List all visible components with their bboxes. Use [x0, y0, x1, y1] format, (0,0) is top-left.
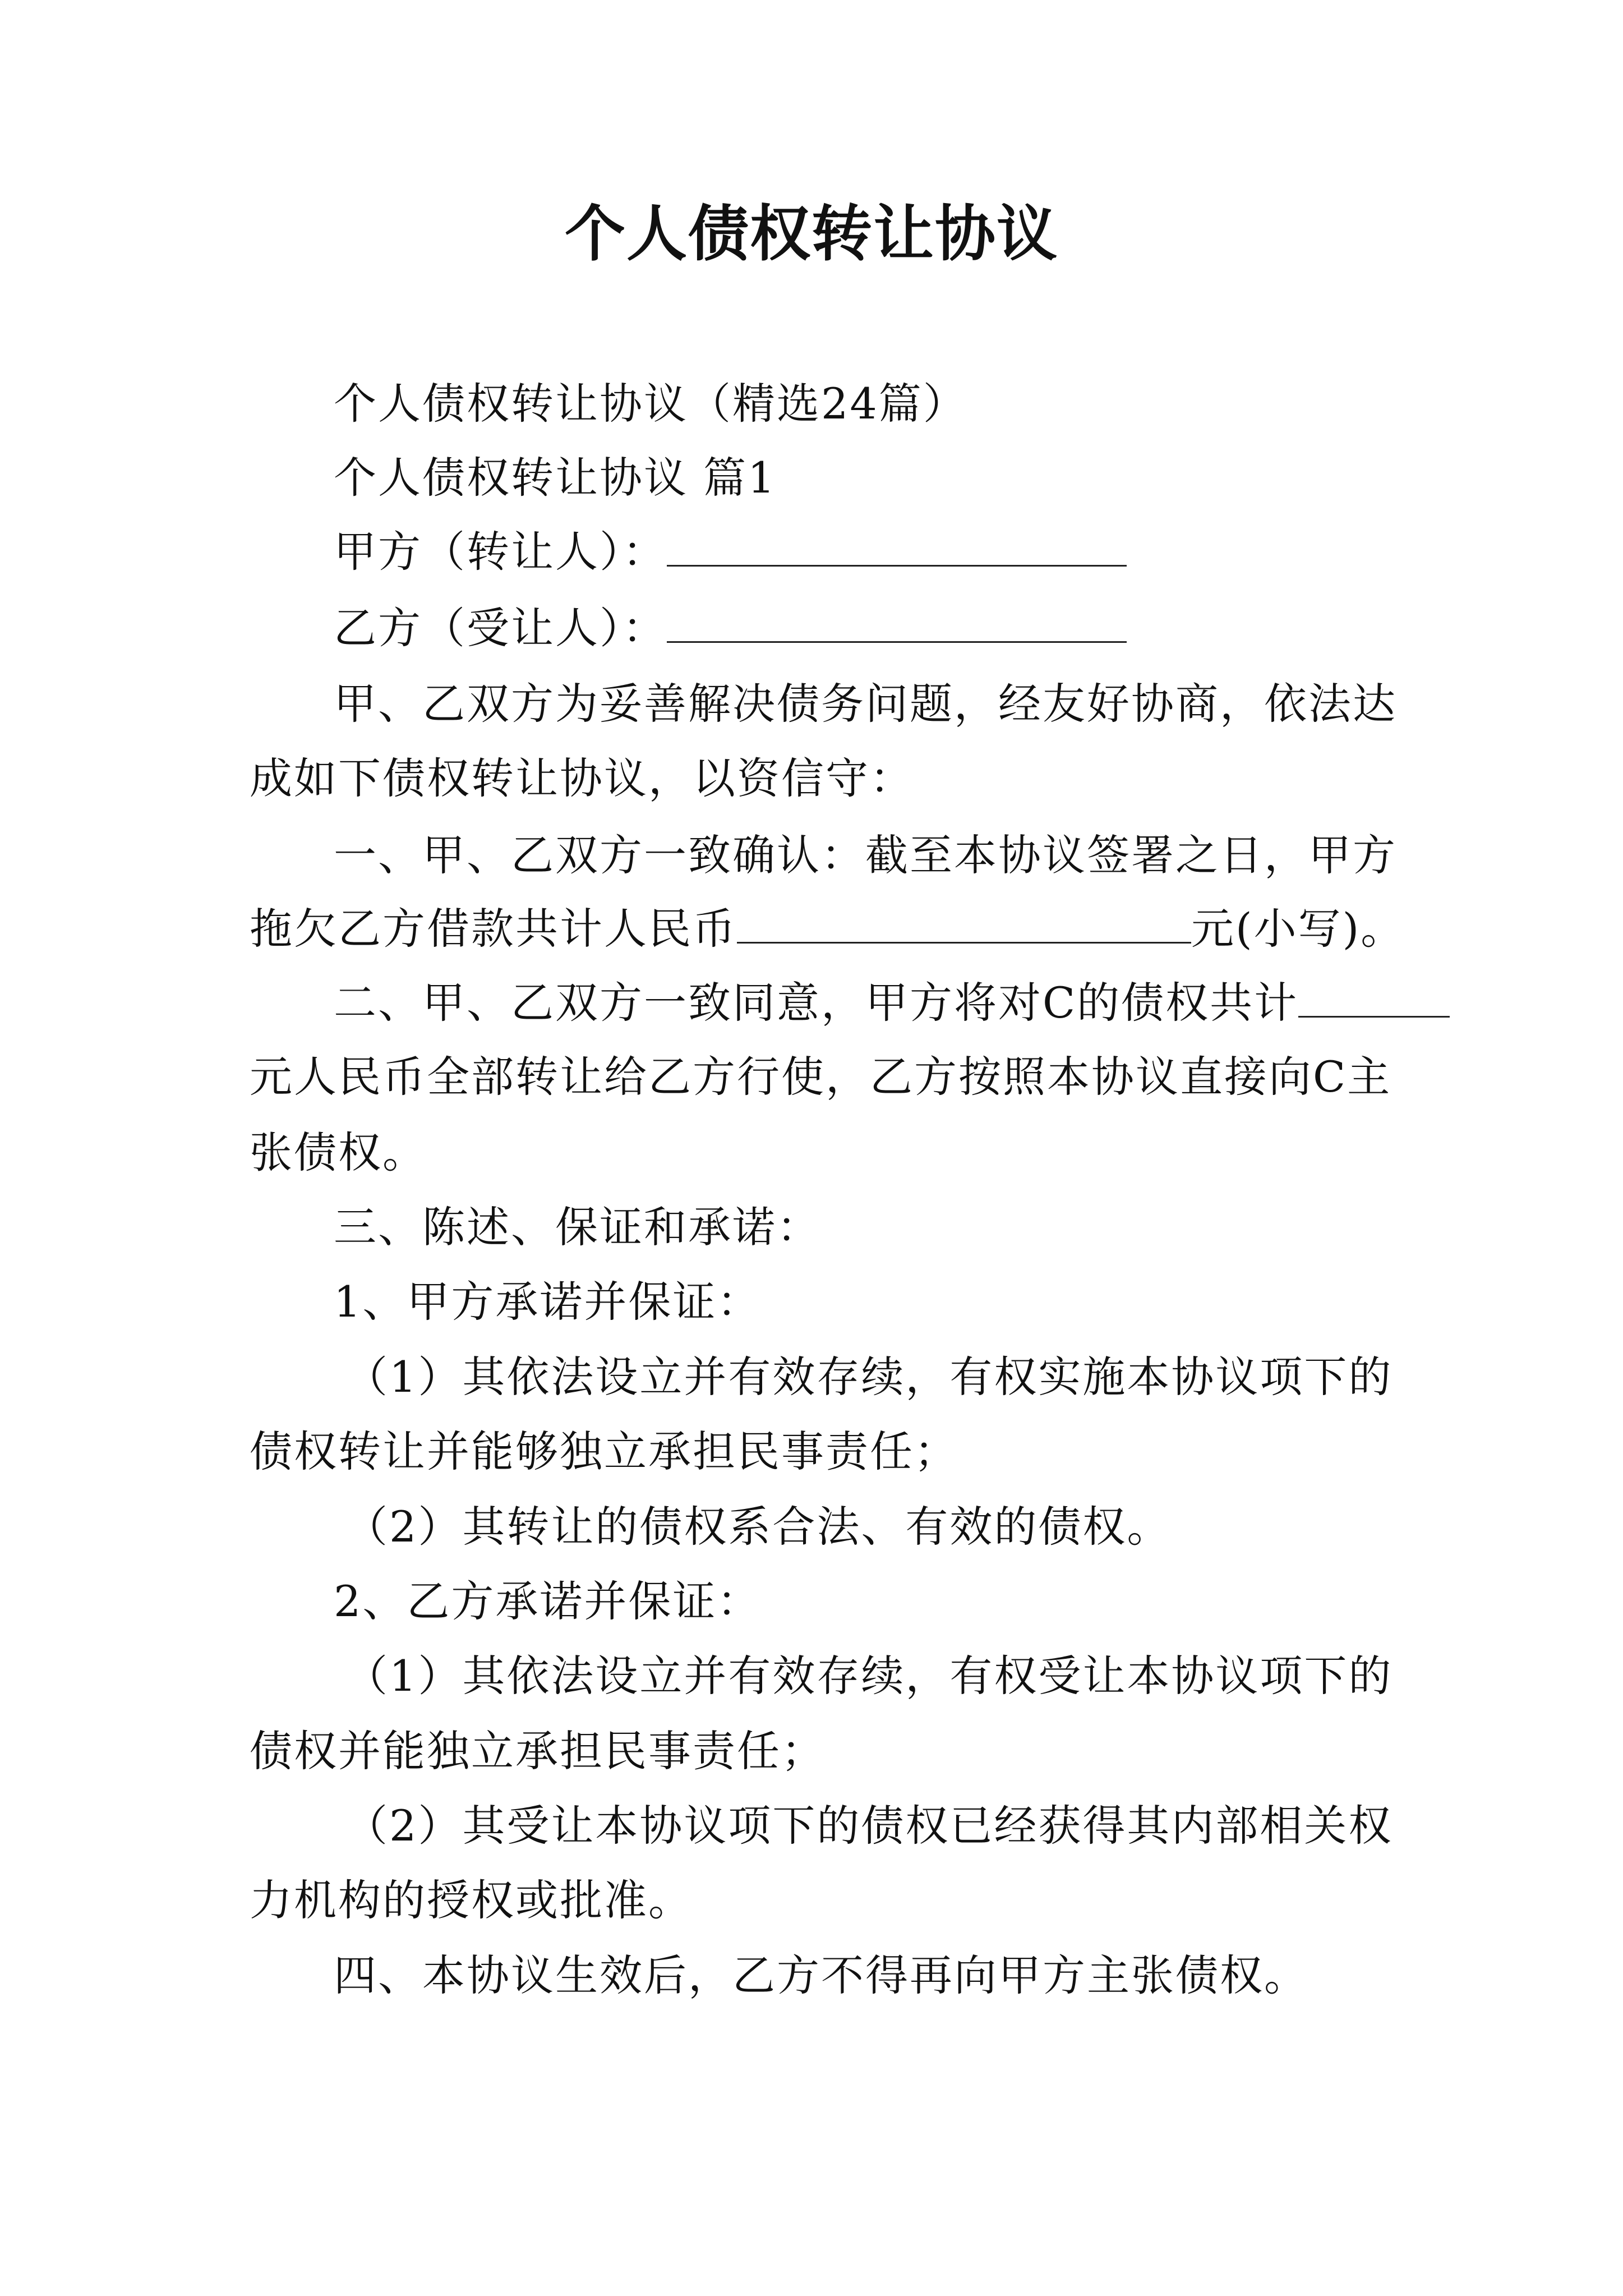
- subtitle: 个人债权转让协议（精选24篇）: [334, 379, 967, 429]
- clause1-line-1: 一、甲、乙双方一致确认：截至本协议签署之日，甲方: [334, 830, 1397, 880]
- party-b-line: [334, 600, 1127, 656]
- clause3-1-1-line-2: 债权转让并能够独立承担民事责任；: [250, 1427, 958, 1476]
- party-a-label: 甲方（转让人）：: [334, 527, 667, 577]
- clause2-amount-blank: [1298, 977, 1450, 1018]
- party-b-blank: [667, 602, 1127, 643]
- clause3-1-2: （2）其转让的债权系合法、有效的债权。: [345, 1502, 1172, 1552]
- clause3-heading: 三、陈述、保证和承诺：: [334, 1202, 821, 1252]
- clause4: 四、本协议生效后，乙方不得再向甲方主张债权。: [334, 1950, 1308, 2000]
- intro-line-2: 成如下债权转让协议，以资信守：: [250, 753, 914, 803]
- clause3-2-heading: 2、乙方承诺并保证：: [334, 1576, 762, 1626]
- clause1-amount-blank: [737, 903, 1191, 944]
- clause1-text-post: 元(小写)。: [1191, 904, 1405, 954]
- clause1-line-2: [250, 901, 1405, 957]
- clause2-line-3: 张债权。: [250, 1128, 427, 1177]
- intro-line-1: 甲、乙双方为妥善解决债务问题，经友好协商，依法达: [334, 679, 1397, 729]
- clause3-2-2-line-2: 力机构的授权或批准。: [250, 1875, 693, 1925]
- clause3-2-1-line-1: （1）其依法设立并有效存续，有权受让本协议项下的: [345, 1651, 1393, 1701]
- clause1-text-pre: 拖欠乙方借款共计人民币: [250, 904, 737, 954]
- clause2-text-pre: 二、甲、乙双方一致同意，甲方将对C的债权共计: [334, 978, 1299, 1028]
- clause3-2-2-line-1: （2）其受让本协议项下的债权已经获得其内部相关权: [345, 1801, 1393, 1851]
- party-a-line: [334, 524, 1127, 580]
- party-a-blank: [667, 526, 1127, 567]
- clause3-2-1-line-2: 债权并能独立承担民事责任；: [250, 1726, 826, 1776]
- clause2-line-1: [334, 975, 1450, 1031]
- document-title: 个人债权转让协议: [564, 199, 1058, 269]
- clause3-1-1-line-1: （1）其依法设立并有效存续，有权实施本协议项下的: [345, 1352, 1393, 1402]
- party-b-label: 乙方（受让人）：: [334, 603, 667, 653]
- clause2-line-2: 元人民币全部转让给乙方行使，乙方按照本协议直接向C主: [250, 1052, 1392, 1102]
- section-heading: 个人债权转让协议 篇1: [334, 453, 777, 503]
- clause3-1-heading: 1、甲方承诺并保证：: [334, 1277, 762, 1327]
